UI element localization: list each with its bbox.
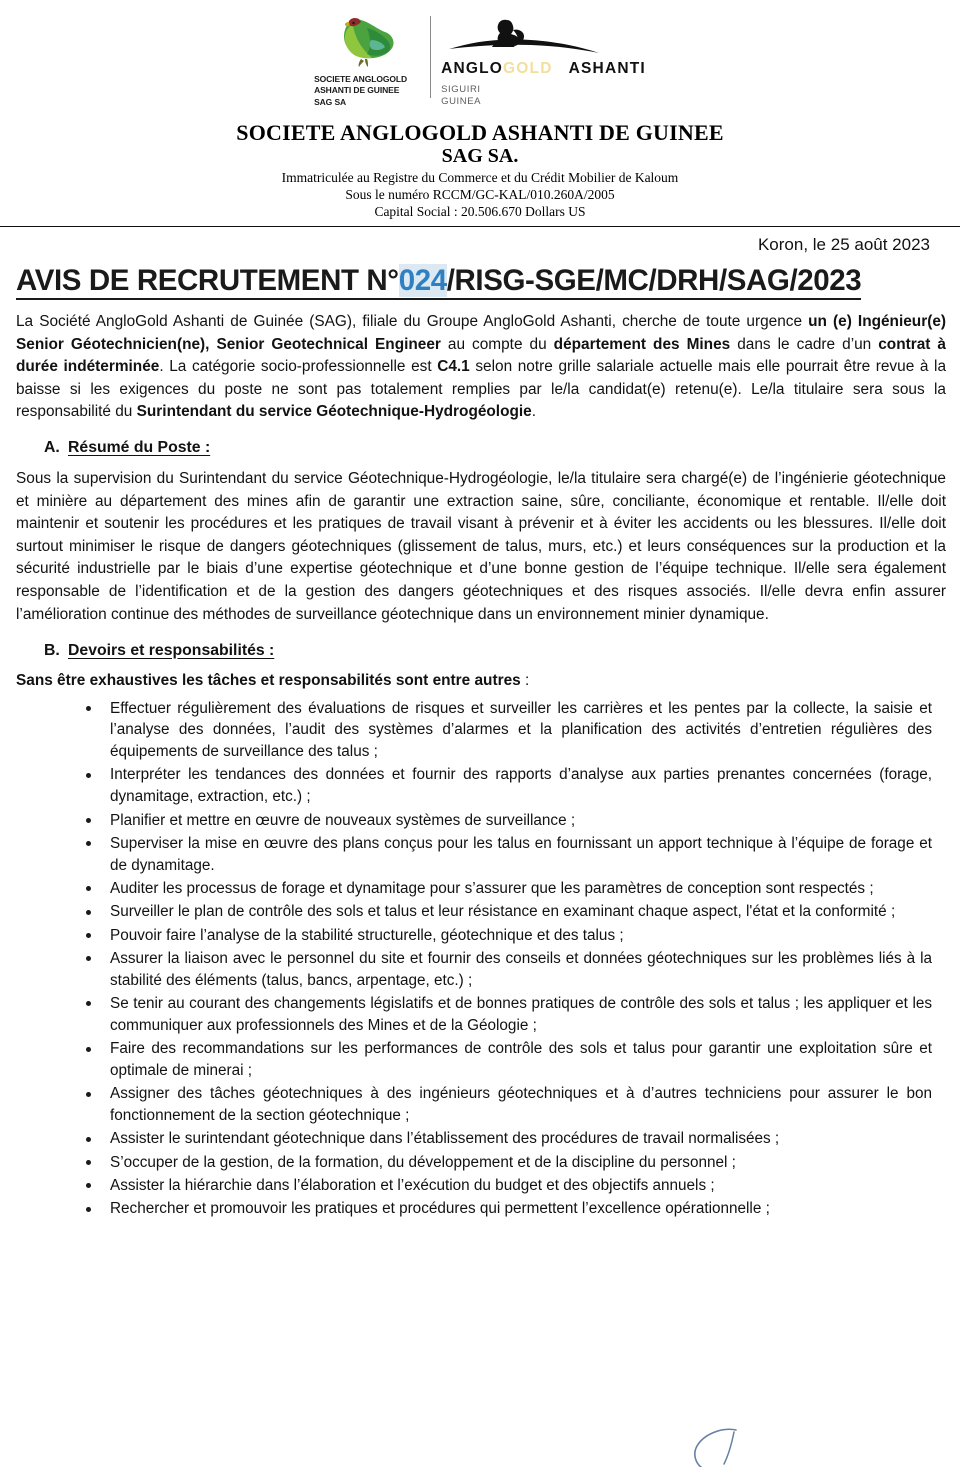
duty-item: Superviser la mise en œuvre des plans conçus pour les talus en fournissant un apport technique à l’équipe de forage et de dynamitage. xyxy=(84,833,932,877)
capital-line: Capital Social : 20.506.670 Dollars US xyxy=(374,204,586,219)
duty-item: Assister la hiérarchie dans l’élaboration et l’exécution du budget et des objectifs annuels ; xyxy=(84,1175,932,1197)
section-b-letter: B. xyxy=(44,641,60,659)
intro-seg-2: au compte du xyxy=(440,335,554,353)
intro-paragraph xyxy=(16,311,946,424)
intro-bold-department: département des Mines xyxy=(553,335,731,353)
sag-logo xyxy=(314,14,430,108)
wordmark-anglo: ANGLO xyxy=(441,60,504,77)
duty-item: Assurer la liaison avec le personnel du site et fournir des conseils et données géotechniques sur les problèmes liés à la stabilité des éléments (talus, bancs, arpentage, etc.) ; xyxy=(84,948,932,992)
document-body xyxy=(0,235,960,1220)
section-a-heading xyxy=(16,439,946,457)
anglogold-ashanti-logo xyxy=(441,14,646,108)
handwritten-ink-mark xyxy=(688,1428,758,1467)
title-suffix: /RISG-SGE/MC/DRH/SAG/2023 xyxy=(446,264,862,297)
section-a-letter: A. xyxy=(44,439,60,457)
section-b-heading xyxy=(16,642,946,660)
siguiri-guinea-label xyxy=(441,84,646,108)
intro-seg-5: selon notre grille salariale actuelle mais elle pourrait être revue à la baisse si les exigences du poste ne sont pas totalement remplies par le/la candidat(e) retenu(e). Le/la titulaire sera sous la responsabilité du xyxy=(16,358,947,421)
wordmark-gold: GOLD xyxy=(503,60,553,77)
anglogold-ashanti-kneeling-figure-icon xyxy=(441,16,623,62)
logo-divider xyxy=(430,16,431,98)
duties-lead-bold: Sans être exhaustives les tâches et responsabilités sont entre autres xyxy=(16,671,521,689)
duty-item: Effectuer régulièrement des évaluations de risques et surveiller les carrières et les pentes par la collecte, la saisie et l’analyse des données, l’audit des systèmes d’alarmes et la planification des activités d’entretien régulières des équipements de surveillance des talus ; xyxy=(84,698,932,763)
company-name: SOCIETE ANGLOGOLD ASHANTI DE GUINEE xyxy=(236,119,724,145)
intro-bold-category: C4.1 xyxy=(437,358,470,376)
duties-lead-in xyxy=(16,672,946,690)
wordmark-ashanti: ASHANTI xyxy=(568,60,646,77)
section-a-title: Résumé du Poste : xyxy=(68,439,211,457)
duty-item: Surveiller le plan de contrôle des sols et talus et leur résistance en examinant chaque aspect, l'état et la conformité ; xyxy=(84,901,932,923)
duty-item: Interpréter les tendances des données et fournir des rapports d’analyse aux parties prenantes concernées (forage, dynamitage, extraction, etc.) ; xyxy=(84,764,932,808)
intro-seg-4: . La catégorie socio-professionnelle est xyxy=(159,358,438,376)
intro-seg-3: dans le cadre d’un xyxy=(730,335,879,353)
intro-bold-supervisor: Surintendant du service Géotechnique-Hydrogéologie xyxy=(136,403,532,421)
duty-item: Assister le surintendant géotechnique dans l’établissement des procédures de travail normalisées ; xyxy=(84,1128,932,1150)
letterhead-logos xyxy=(0,0,960,108)
sag-logo-line-1: SOCIETE ANGLOGOLD xyxy=(314,74,407,84)
intro-bold-job-title: un (e) Ingénieur(e) Senior Géotechnicien(ne), Senior Geotechnical Engineer xyxy=(16,313,946,353)
siguiri-label: SIGUIRI xyxy=(441,84,481,95)
duty-item: Faire des recommandations sur les performances de contrôle des sols et talus pour garantir une exploitation sûre et optimale de minerai ; xyxy=(84,1038,932,1082)
section-b-title: Devoirs et responsabilités : xyxy=(68,641,275,659)
title-number-highlight: 024 xyxy=(398,264,447,297)
duty-item: Se tenir au courant des changements législatifs et de bonnes pratiques de contrôle des sols et talus ; les appliquer et les communiquer aux professionnels des Mines et de la Géologie ; xyxy=(84,993,932,1037)
intro-seg-6: . xyxy=(531,403,537,421)
page-title xyxy=(16,264,861,300)
date-line: Koron, le 25 août 2023 xyxy=(757,235,930,254)
sag-logo-line-2: ASHANTI DE GUINEE xyxy=(314,85,400,96)
header-divider xyxy=(0,226,960,227)
duty-item: Auditer les processus de forage et dynamitage pour s’assurer que les paramètres de conception sont respectés ; xyxy=(84,878,932,900)
green-parrot-bird-icon xyxy=(331,14,405,72)
duties-lead-colon: : xyxy=(520,671,530,689)
duty-item: Rechercher et promouvoir les pratiques et procédures qui permettent l’excellence opérationnelle ; xyxy=(84,1198,932,1220)
duty-item: S’occuper de la gestion, de la formation, du développement et de la discipline du personnel ; xyxy=(84,1152,932,1174)
registry-line: Immatriculée au Registre du Commerce et du Crédit Mobilier de Kaloum xyxy=(281,170,679,185)
intro-seg-1: La Société AngloGold Ashanti de Guinée (SAG), filiale du Groupe AngloGold Ashanti, cherche de toute urgence xyxy=(16,313,809,331)
guinea-label: GUINEA xyxy=(441,95,482,107)
duty-item: Planifier et mettre en œuvre de nouveaux systèmes de surveillance ; xyxy=(84,810,932,832)
duty-item: Pouvoir faire l’analyse de la stabilité structurelle, géotechnique et des talus ; xyxy=(84,925,932,947)
anglogold-ashanti-wordmark xyxy=(441,60,646,78)
sag-logo-line-3: SAG SA xyxy=(314,96,347,107)
title-prefix: AVIS DE RECRUTEMENT N° xyxy=(16,264,399,297)
duties-list xyxy=(16,698,946,1220)
intro-bold-contract: contrat à durée indéterminée xyxy=(16,335,946,376)
company-header xyxy=(0,120,960,220)
section-a-body: Sous la supervision du Surintendant du service Géotechnique-Hydrogéologie, le/la titulaire sera chargé(e) de l’ingénierie géotechnique et minière au département des mines afin de garantir une extraction saine, sûre, conciliante, économique et rentable. Il/elle doit maintenir et soutenir les procédures et les pratiques de travail visant à prévenir et à éviter les accidents ou les blessures. Il/elle doit surtout minimiser le risque de dangers géotechniques (glissement de talus, murs, etc.) et leurs conséquences sur la production et la sécurité industrielle par le biais d’une expertise géotechnique et d’une bonne gestion de l’équipe technique. Il/elle sera également responsable de l’identification et de la gestion des dangers géotechniques et des risques associés. Il/elle devra enfin assurer l’amélioration continue des méthodes de surveillance géotechnique dans un environnement minier dynamique. xyxy=(16,470,946,623)
registry-number-line: Sous le numéro RCCM/GC-KAL/010.260A/2005 xyxy=(345,187,615,202)
duty-item: Assigner des tâches géotechniques à des ingénieurs géotechniques et à d’autres techniciens pour assurer le bon fonctionnement de la section géotechnique ; xyxy=(84,1083,932,1127)
company-short-name: SAG SA. xyxy=(441,145,519,168)
sag-logo-text xyxy=(314,74,422,108)
